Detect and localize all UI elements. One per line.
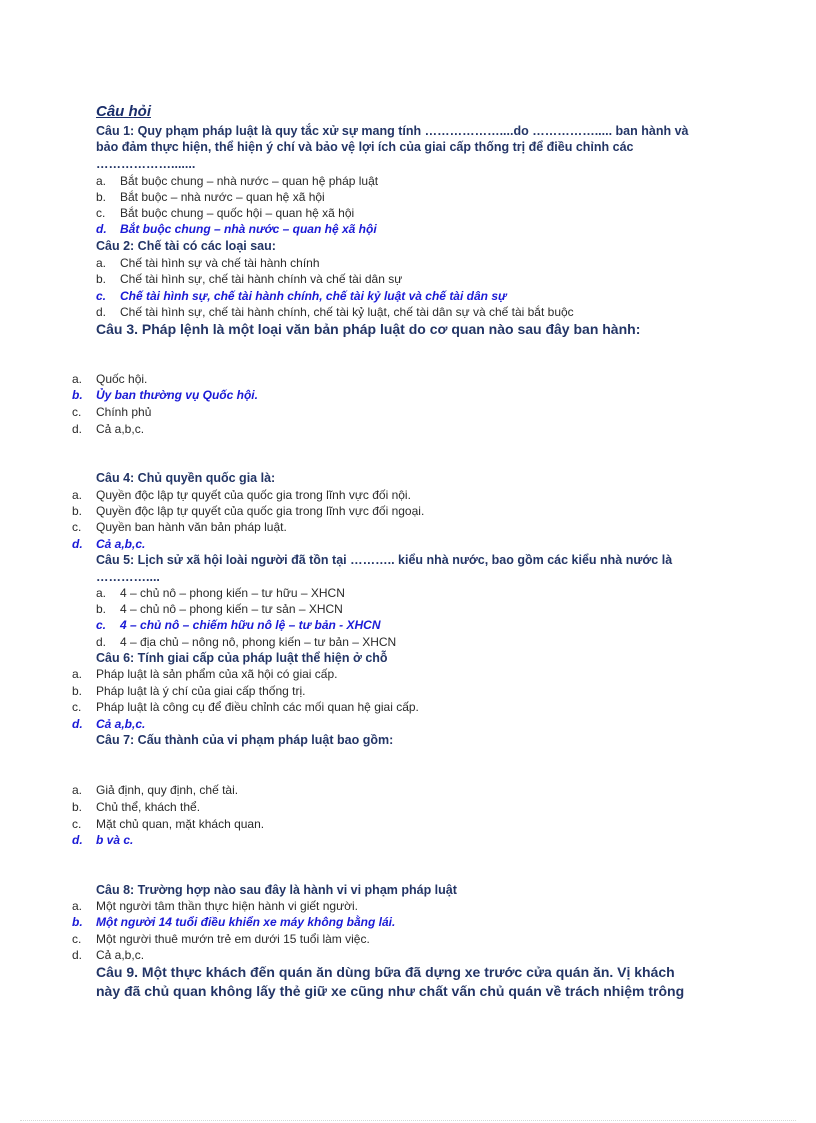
page-bottom-divider — [20, 1120, 796, 1121]
q3-option-b-answer: b. Ủy ban thường vụ Quốc hội. — [72, 388, 258, 402]
q2-option-b: b. Chế tài hình sự, chế tài hành chính và chế tài dân sự — [96, 272, 403, 286]
q5-option-b: b. 4 – chủ nô – phong kiến – tư sản – XHCN — [96, 602, 343, 616]
q5-option-a: a. 4 – chủ nô – phong kiến – tư hữu – XHCN — [96, 586, 345, 600]
question-1-line-1: Câu 1: Quy phạm pháp luật là quy tắc xử sự mang tính ………………....do ……………..... ban hành và — [96, 124, 689, 138]
q8-option-a: a. Một người tâm thần thực hiện hành vi giết người. — [72, 899, 358, 913]
q4-option-b: b. Quyền độc lập tự quyết của quốc gia trong lĩnh vực đối ngoại. — [72, 504, 425, 518]
question-1-line-3: ………………....... — [96, 157, 196, 171]
question-4-title: Câu 4: Chủ quyền quốc gia là: — [96, 471, 276, 485]
q6-option-a: a. Pháp luật là sản phẩm của xã hội có giai cấp. — [72, 667, 338, 681]
q6-option-c: c. Pháp luật là công cụ để điều chỉnh các mối quan hệ giai cấp. — [72, 700, 419, 714]
question-2-title: Câu 2: Chế tài có các loại sau: — [96, 239, 276, 253]
q4-option-d-answer: d. Cả a,b,c. — [72, 537, 146, 551]
q2-option-c-answer: c. Chế tài hình sự, chế tài hành chính, chế tài kỷ luật và chế tài dân sự — [96, 289, 507, 303]
q4-option-a: a. Quyền độc lập tự quyết của quốc gia trong lĩnh vực đối nội. — [72, 488, 411, 502]
q1-option-b: b. Bắt buộc – nhà nước – quan hệ xã hội — [96, 190, 325, 204]
q7-option-b: b. Chủ thể, khách thể. — [72, 800, 201, 814]
q8-option-b-answer: b. Một người 14 tuổi điều khiển xe máy không bằng lái. — [72, 915, 396, 929]
question-3-title: Câu 3. Pháp lệnh là một loại văn bản pháp luật do cơ quan nào sau đây ban hành: — [96, 321, 641, 337]
question-6-title: Câu 6: Tính giai cấp của pháp luật thể hiện ở chỗ — [96, 651, 388, 665]
q5-option-c-answer: c. 4 – chủ nô – chiếm hữu nô lệ – tư bản - XHCN — [96, 618, 381, 632]
q2-option-a: a. Chế tài hình sự và chế tài hành chính — [96, 256, 320, 270]
q8-option-d: d. Cả a,b,c. — [72, 948, 145, 962]
q5-option-d: d. 4 – địa chủ – nông nô, phong kiến – tư bản – XHCN — [96, 635, 397, 649]
question-8-title: Câu 8: Trường hợp nào sau đây là hành vi vi phạm pháp luật — [96, 883, 457, 897]
q6-option-b: b. Pháp luật là ý chí của giai cấp thống trị. — [72, 684, 306, 698]
page-title: Câu hỏi — [96, 103, 151, 120]
q2-option-d: d. Chế tài hình sự, chế tài hành chính, chế tài kỷ luật, chế tài dân sự và chế tài bắt buộc — [96, 305, 574, 319]
question-5-line-1: Câu 5: Lịch sử xã hội loài người đã tồn tại ……….. kiểu nhà nước, bao gồm các kiểu nhà nước là — [96, 553, 673, 567]
q7-option-c: c. Mặt chủ quan, mặt khách quan. — [72, 817, 265, 831]
question-7-title: Câu 7: Cấu thành của vi phạm pháp luật bao gồm: — [96, 733, 394, 747]
q3-option-a: a. Quốc hội. — [72, 372, 148, 386]
q8-option-c: c. Một người thuê mướn trẻ em dưới 15 tuổi làm việc. — [72, 932, 370, 946]
question-9-line-1: Câu 9. Một thực khách đến quán ăn dùng bữa đã dựng xe trước cửa quán ăn. Vị khách — [96, 964, 675, 980]
q1-option-a: a. Bắt buộc chung – nhà nước – quan hệ pháp luật — [96, 174, 379, 188]
q3-option-d: d. Cả a,b,c. — [72, 422, 145, 436]
q4-option-c: c. Quyền ban hành văn bản pháp luật. — [72, 520, 287, 534]
q1-option-d-answer: d. Bắt buộc chung – nhà nước – quan hệ xã hội — [96, 222, 377, 236]
question-1-line-2: bảo đảm thực hiện, thể hiện ý chí và bảo vệ lợi ích của giai cấp thống trị để điều chỉnh các — [96, 140, 634, 154]
q1-option-c: c. Bắt buộc chung – quốc hội – quan hệ xã hội — [96, 206, 355, 220]
question-9-line-2: này đã chủ quan không lấy thẻ giữ xe cũng như chất vấn chủ quán về trách nhiệm trông — [96, 983, 685, 999]
q7-option-d-answer: d. b và c. — [72, 833, 134, 847]
q3-option-c: c. Chính phủ — [72, 405, 152, 419]
q6-option-d-answer: d. Cả a,b,c. — [72, 717, 146, 731]
question-5-line-2: ………….... — [96, 570, 160, 584]
q7-option-a: a. Giả định, quy định, chế tài. — [72, 783, 239, 797]
